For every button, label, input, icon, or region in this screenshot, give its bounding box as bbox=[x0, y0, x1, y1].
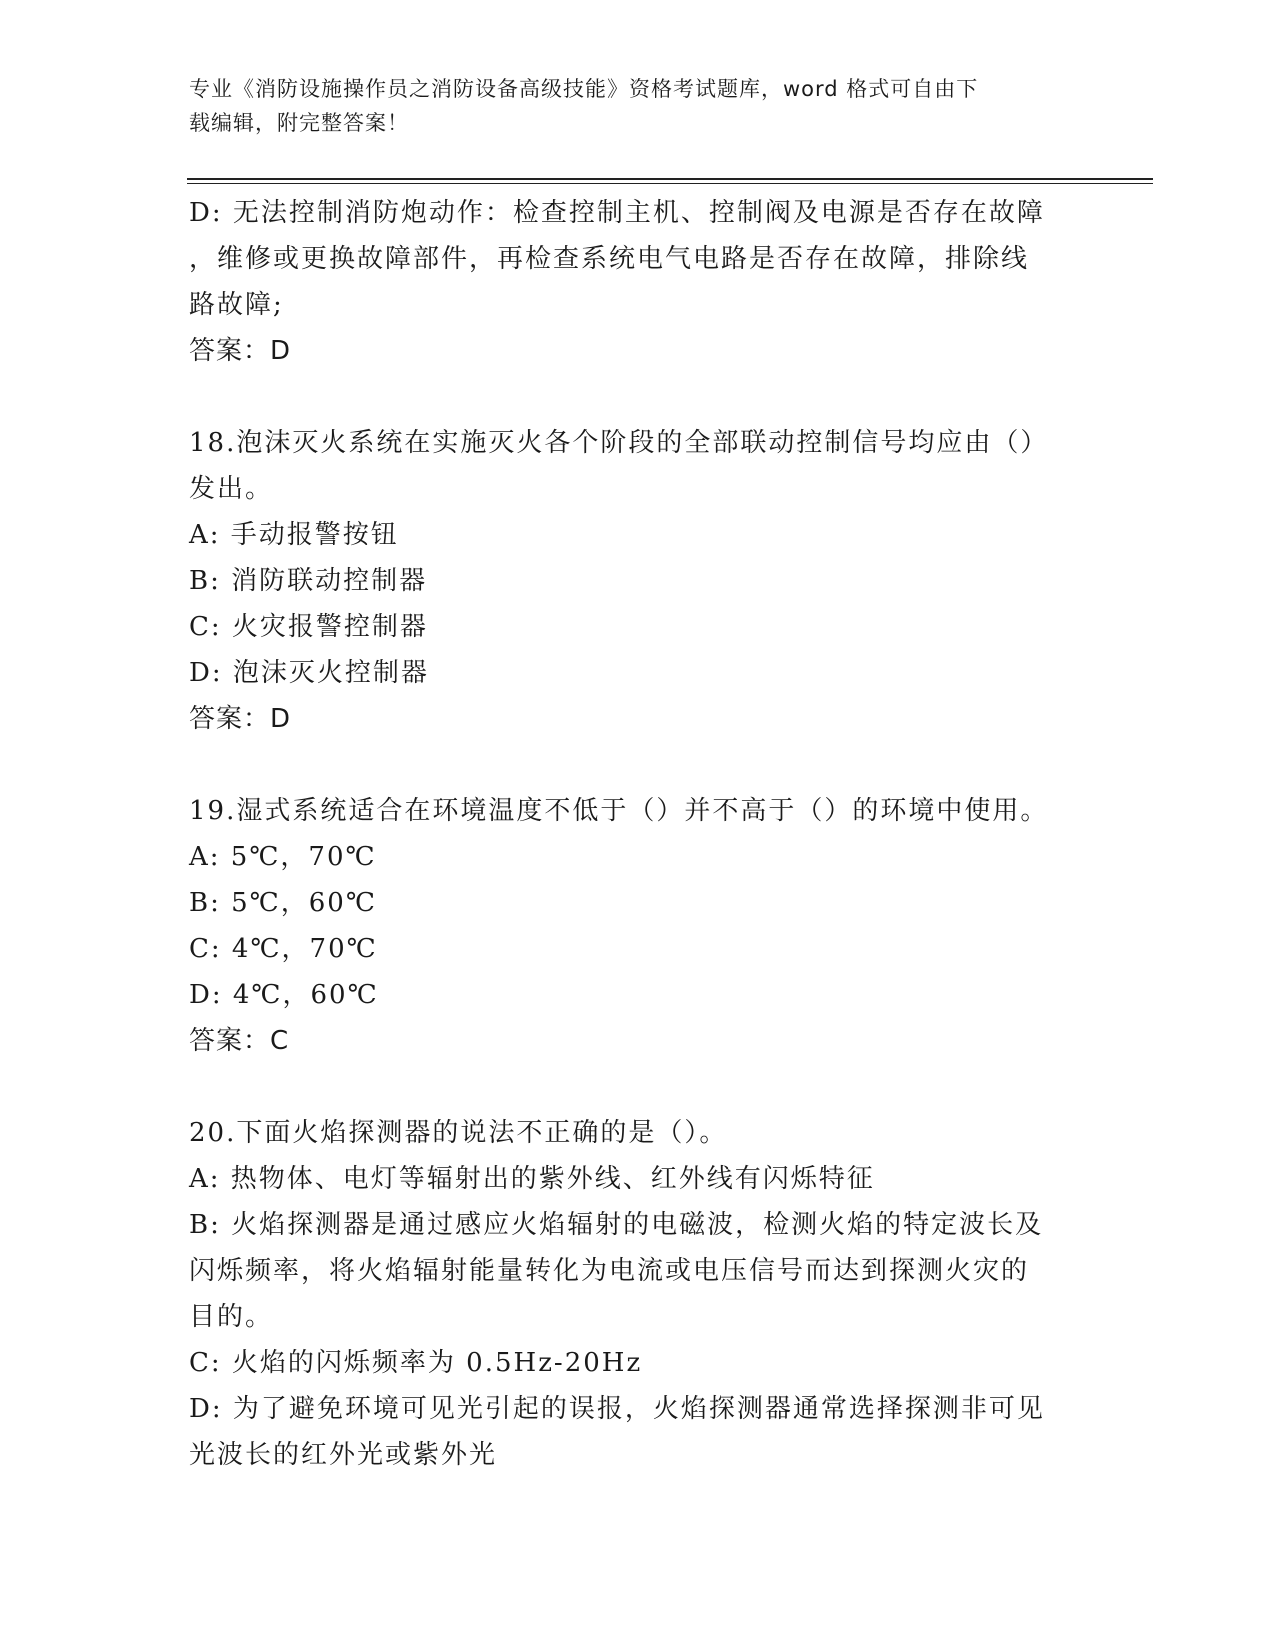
header-rule-thick bbox=[187, 178, 1153, 180]
header-rule-thin bbox=[187, 183, 1153, 184]
q17-option-d-line-1: D: 无法控制消防炮动作：检查控制主机、控制阀及电源是否存在故障 bbox=[189, 198, 1045, 228]
question-20 bbox=[189, 1110, 1089, 1478]
q20-option-b-line-3: 目的。 bbox=[189, 1302, 274, 1332]
header-note bbox=[189, 72, 1089, 140]
q20-option-b-line-1: B: 火焰探测器是通过感应火焰辐射的电磁波，检测火焰的特定波长及 bbox=[189, 1210, 1044, 1240]
q18-option-c: C: 火灾报警控制器 bbox=[189, 612, 428, 642]
q17-option-d-line-3: 路故障; bbox=[189, 290, 284, 320]
q19-option-c: C: 4℃，70℃ bbox=[189, 934, 378, 964]
q20-option-d-line-1: D: 为了避免环境可见光引起的误报，火焰探测器通常选择探测非可见 bbox=[189, 1394, 1045, 1424]
q18-stem-line-1: 18.泡沫灭火系统在实施灭火各个阶段的全部联动控制信号均应由（） bbox=[189, 428, 1049, 458]
q19-stem-line-1: 19.湿式系统适合在环境温度不低于（）并不高于（）的环境中使用。 bbox=[189, 796, 1049, 826]
q20-option-d-line-2: 光波长的红外光或紫外光 bbox=[189, 1440, 498, 1470]
question-18 bbox=[189, 420, 1089, 742]
question-17-tail bbox=[189, 190, 1089, 374]
spacer bbox=[189, 742, 1089, 788]
q18-option-a: A: 手动报警按钮 bbox=[189, 520, 399, 550]
question-content bbox=[189, 190, 1089, 1478]
q20-option-b-line-2: 闪烁频率，将火焰辐射能量转化为电流或电压信号而达到探测火灾的 bbox=[189, 1256, 1030, 1286]
q17-option-d-line-2: ，维修或更换故障部件，再检查系统电气电路是否存在故障，排除线 bbox=[189, 244, 1030, 274]
spacer bbox=[189, 374, 1089, 420]
question-19 bbox=[189, 788, 1089, 1064]
q18-option-d: D: 泡沫灭火控制器 bbox=[189, 658, 429, 688]
header-note-line-2: 载编辑，附完整答案！ bbox=[189, 111, 409, 135]
q20-stem-line-1: 20.下面火焰探测器的说法不正确的是（）。 bbox=[189, 1118, 728, 1148]
q17-answer: 答案：D bbox=[189, 336, 292, 366]
q20-option-c: C: 火焰的闪烁频率为 0.5Hz-20Hz bbox=[189, 1348, 643, 1378]
q19-option-b: B: 5℃，60℃ bbox=[189, 888, 377, 918]
q18-answer: 答案：D bbox=[189, 704, 292, 734]
header-note-line-1: 专业《消防设施操作员之消防设备高级技能》资格考试题库，word 格式可自由下 bbox=[189, 77, 979, 101]
q20-option-a: A: 热物体、电灯等辐射出的紫外线、红外线有闪烁特征 bbox=[189, 1164, 875, 1194]
q18-option-b: B: 消防联动控制器 bbox=[189, 566, 428, 596]
q19-answer: 答案：C bbox=[189, 1026, 290, 1056]
q19-option-d: D: 4℃，60℃ bbox=[189, 980, 379, 1010]
spacer bbox=[189, 1064, 1089, 1110]
q19-option-a: A: 5℃，70℃ bbox=[189, 842, 377, 872]
q18-stem-line-2: 发出。 bbox=[189, 474, 274, 504]
